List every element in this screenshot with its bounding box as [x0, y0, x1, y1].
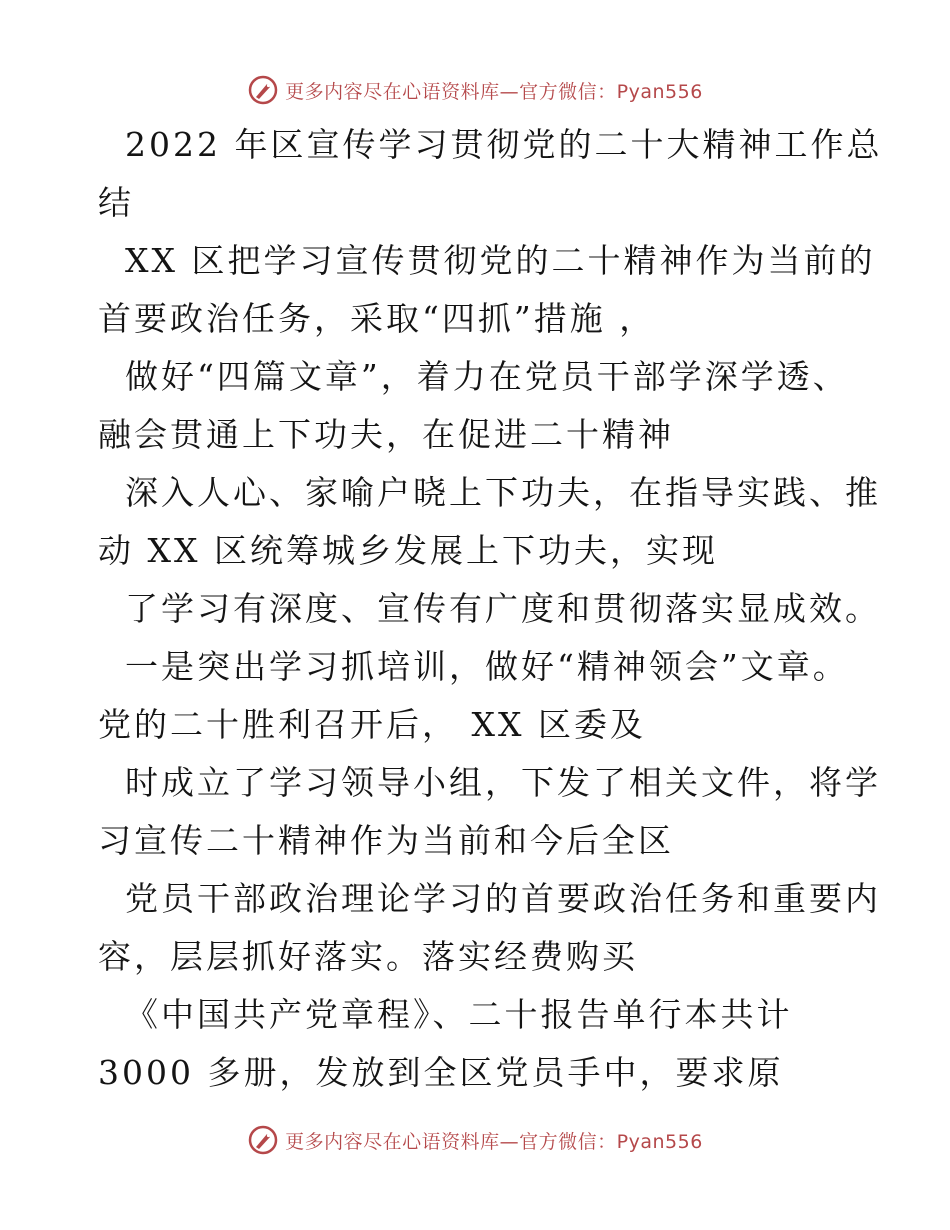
paragraph-line: XX 区把学习宣传贯彻党的二十精神作为当前的: [98, 241, 876, 280]
pen-nib-logo-icon: [247, 74, 279, 106]
paragraph-line: 时成立了学习领导小组，下发了相关文件，将学: [98, 763, 881, 802]
paragraph-line: 首要政治任务，采取“四抓”措施 ，: [98, 299, 656, 338]
paragraph-line: 一是突出学习抓培训，做好“精神领会”文章。: [98, 647, 849, 686]
paragraph-line: 《中国共产党章程》、二十报告单行本共计: [98, 995, 793, 1034]
paragraph-line: 做好“四篇文章”，着力在党员干部学深学透、: [98, 357, 849, 396]
paragraph-line: 3000 多册，发放到全区党员手中，要求原: [98, 1053, 784, 1092]
paragraph-line: 容，层层抓好落实。落实经费购买: [98, 937, 638, 976]
banner-text: 更多内容尽在心语资料库—官方微信：Pyan556: [285, 1130, 703, 1153]
paragraph-line: 融会贯通上下功夫，在促进二十精神: [98, 415, 674, 454]
paragraph-line: 结: [98, 183, 134, 222]
pen-nib-logo-icon: [247, 1124, 279, 1156]
paragraph-line: 了学习有深度、宣传有广度和贯彻落实显成效。: [98, 589, 881, 628]
document-title-line: 2022 年区宣传学习贯彻党的二十大精神工作总: [98, 125, 883, 164]
paragraph-line: 深入人心、家喻户晓上下功夫，在指导实践、推: [98, 473, 881, 512]
paragraph-line: 习宣传二十精神作为当前和今后全区: [98, 821, 674, 860]
header-watermark-banner: [0, 70, 950, 110]
paragraph-line: 党的二十胜利召开后， XX 区委及: [98, 705, 646, 744]
paragraph-line: 动 XX 区统筹城乡发展上下功夫，实现: [98, 531, 718, 570]
paragraph-line: 党员干部政治理论学习的首要政治任务和重要内: [98, 879, 881, 918]
footer-watermark-banner: [0, 1120, 950, 1160]
banner-text: 更多内容尽在心语资料库—官方微信：Pyan556: [285, 80, 703, 103]
